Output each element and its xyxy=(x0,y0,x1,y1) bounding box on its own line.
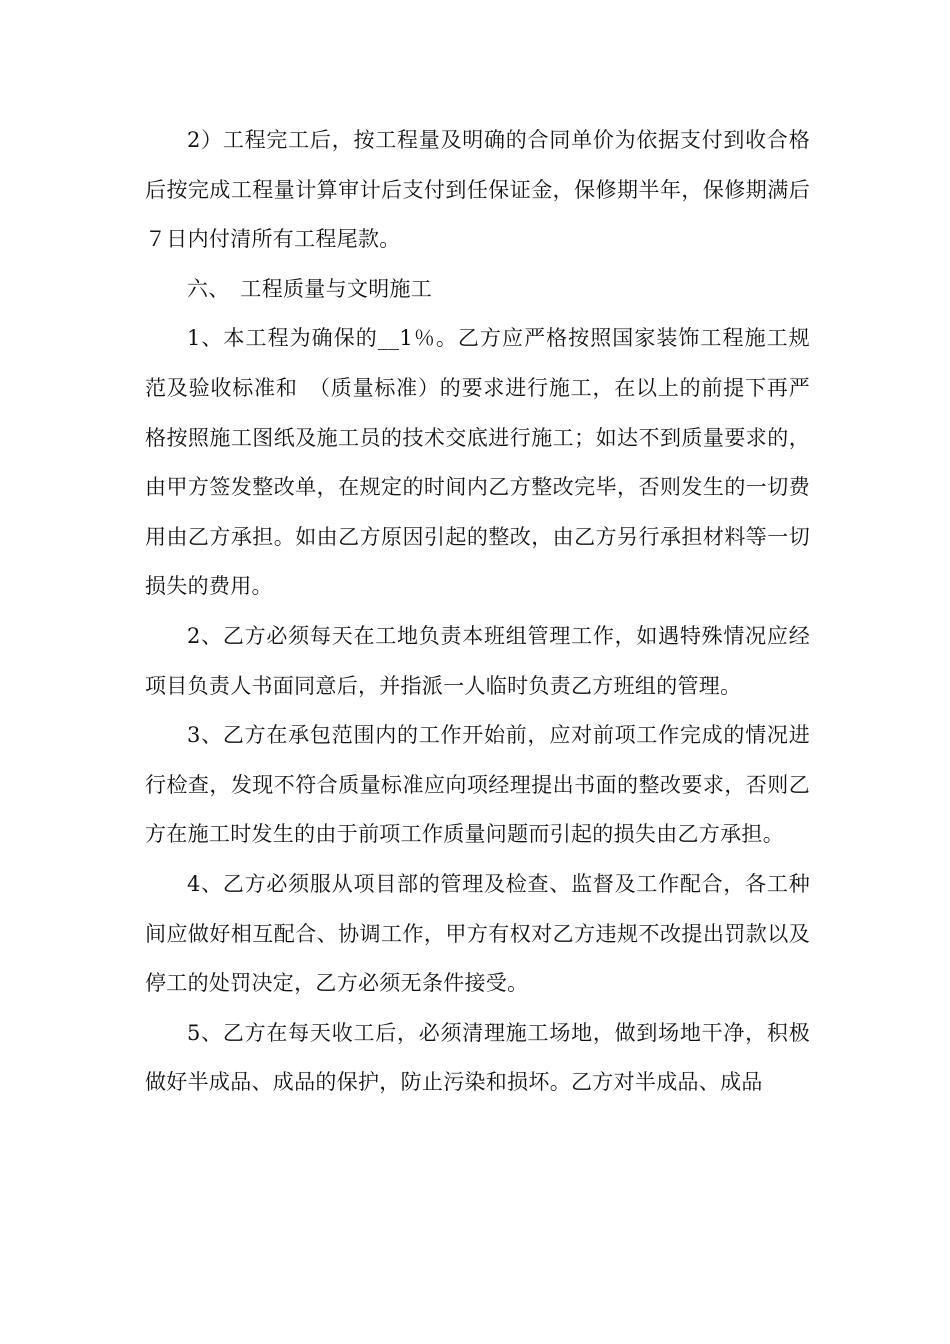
paragraph-clause-3: 3、乙方在承包范围内的工作开始前，应对前项工作完成的情况进行检查，发现不符合质量标准应向项经理提出书面的整改要求，否则乙方在施工时发生的由于前项工作质量问题而引起的损失由乙方承担。 xyxy=(145,723,810,847)
document-body xyxy=(145,116,810,1108)
section-heading-quality: 六、 工程质量与文明施工 xyxy=(187,276,433,301)
paragraph-clause-1: 1、本工程为确保的__1％。乙方应严格按照国家装饰工程施工规范及验收标准和 （质量标准）的要求进行施工，在以上的前提下再严格按照施工图纸及施工员的技术交底进行施工；如达不到质量要求的，由甲方签发整改单，在规定的时间内乙方整改完毕，否则发生的一切费用由乙方承担。如由乙方原因引起的整改，由乙方另行承担材料等一切损失的费用。 xyxy=(145,326,810,599)
paragraph-payment-terms: 2）工程完工后，按工程量及明确的合同单价为依据支付到收合格后按完成工程量计算审计后支付到任保证金，保修期半年，保修期满后７日内付清所有工程尾款。 xyxy=(145,128,810,252)
paragraph-clause-5: 5、乙方在每天收工后，必须清理施工场地，做到场地干净，积极做好半成品、成品的保护，防止污染和损坏。乙方对半成品、成品 xyxy=(145,1020,810,1095)
paragraph-clause-4: 4、乙方必须服从项目部的管理及检查、监督及工作配合，各工种间应做好相互配合、协调工作，甲方有权对乙方违规不改提出罚款以及停工的处罚决定，乙方必须无条件接受。 xyxy=(145,871,810,996)
paragraph-clause-2: 2、乙方必须每天在工地负责本班组管理工作，如遇特殊情况应经项目负责人书面同意后，并指派一人临时负责乙方班组的管理。 xyxy=(145,623,810,698)
